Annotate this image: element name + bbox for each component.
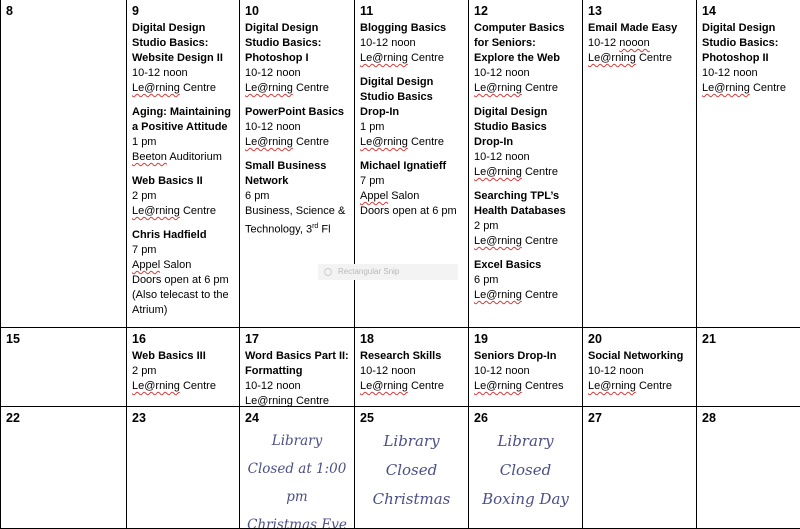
library-closed-note: [469, 427, 582, 514]
event-detail: Le@rning Centre: [474, 166, 558, 178]
event: [132, 349, 234, 394]
day-number: 15: [6, 332, 20, 346]
event-detail: Le@rning Centre: [360, 52, 444, 64]
event: [474, 349, 577, 394]
event-title: Social Networking: [588, 350, 684, 362]
closed-note-line: Closed: [385, 461, 438, 479]
event: [245, 349, 349, 407]
closed-note-line: Boxing Day: [482, 490, 569, 508]
closed-note-line: Closed at 1:00 pm: [247, 461, 347, 505]
day-cell-18: [355, 328, 469, 407]
event-detail: 10-12 noon: [360, 37, 416, 49]
event: [245, 21, 349, 96]
day-number: 11: [360, 4, 374, 18]
event: [360, 159, 463, 219]
event: [474, 189, 577, 249]
event: [360, 349, 463, 394]
event-detail: Le@rning Centre: [360, 380, 444, 392]
day-cell-25: [355, 407, 469, 529]
day-cell-16: [127, 328, 240, 407]
event-title: Digital Design Studio Basics Drop-In: [474, 106, 548, 148]
day-cell-26: [469, 407, 583, 529]
event-title: Digital Design Studio Basics: Photoshop I: [245, 22, 322, 64]
day-number: 12: [474, 4, 488, 18]
day-number: 19: [474, 332, 488, 346]
event-title: PowerPoint Basics: [245, 106, 345, 118]
event-detail: 10-12 noon: [245, 121, 301, 133]
event-detail: Le@rning Centre: [588, 380, 672, 392]
closed-note-line: Christmas Eve: [247, 517, 347, 529]
day-number: 21: [702, 332, 716, 346]
event-detail: Le@rning Centre: [245, 136, 329, 148]
day-number: 14: [702, 4, 716, 18]
event-detail: 2 pm: [132, 190, 157, 202]
day-cell-27: [583, 407, 697, 529]
day-cell-24: [240, 407, 355, 529]
day-cell-20: [583, 328, 697, 407]
day-number: 23: [132, 411, 146, 425]
day-cell-17: [240, 328, 355, 407]
day-number: 24: [245, 411, 259, 425]
library-closed-note: [240, 427, 354, 529]
event: [474, 105, 577, 180]
event-title: Research Skills: [360, 350, 442, 362]
event-detail: 1 pm: [132, 136, 157, 148]
event-detail: 7 pm: [360, 175, 385, 187]
event-detail: Le@rning Centre: [474, 289, 558, 301]
event: [132, 105, 234, 165]
day-number: 22: [6, 411, 20, 425]
snip-overlay: [318, 264, 458, 280]
day-number: 28: [702, 411, 716, 425]
day-number: 16: [132, 332, 146, 346]
event-detail: Le@rning Centres: [474, 380, 564, 392]
event-title: Chris Hadfield: [132, 229, 207, 241]
day-number: 8: [6, 4, 13, 18]
event-detail: Appel Salon: [132, 259, 192, 271]
event-title: Searching TPL’s Health Databases: [474, 190, 566, 217]
event-title: Email Made Easy: [588, 22, 678, 34]
day-cell-23: [127, 407, 240, 529]
day-number: 18: [360, 332, 374, 346]
event-detail: 10-12 noon: [474, 151, 530, 163]
day-number: 26: [474, 411, 488, 425]
event: [245, 105, 349, 150]
library-closed-note: [355, 427, 468, 514]
event-detail: Le@rning Centre: [132, 205, 216, 217]
event-detail: 7 pm: [132, 244, 157, 256]
event-title: Aging: Maintaining a Positive Attitude: [132, 106, 231, 133]
event-title: Digital Design Studio Basics: Website Design II: [132, 22, 223, 64]
snip-icon: [324, 268, 332, 276]
event-title: Blogging Basics: [360, 22, 447, 34]
event-detail: 10-12 noon: [245, 67, 301, 79]
event: [245, 159, 349, 238]
event-detail: 10-12 noon: [474, 365, 530, 377]
event: [132, 21, 234, 96]
closed-note-line: Library: [271, 433, 323, 449]
closed-note-line: Library: [383, 432, 440, 450]
event-title: Excel Basics: [474, 259, 542, 271]
event-title: Word Basics Part II: Formatting: [245, 350, 349, 377]
day-cell-19: [469, 328, 583, 407]
event-detail: Le@rning Centre: [132, 82, 216, 94]
day-number: 17: [245, 332, 259, 346]
event-detail: 10-12 noon: [702, 67, 758, 79]
event-detail: 10-12 noon: [360, 365, 416, 377]
event: [474, 21, 577, 96]
event-detail: Le@rning Centre: [702, 82, 786, 94]
closed-note-line: Library: [497, 432, 554, 450]
event-title: Web Basics II: [132, 175, 203, 187]
event-detail: Le@rning Centre: [474, 235, 558, 247]
event-title: Seniors Drop-In: [474, 350, 557, 362]
event-detail: Beeton Auditorium: [132, 151, 222, 163]
event-title: Digital Design Studio Basics Drop-In: [360, 76, 434, 118]
event-title: Small Business Network: [245, 160, 327, 187]
closed-note-line: Closed: [499, 461, 552, 479]
day-number: 13: [588, 4, 602, 18]
event: [132, 228, 234, 318]
event-detail: 10-12 nooon: [588, 37, 650, 49]
event-detail: Le@rning Centre: [245, 82, 329, 94]
event-detail: 10-12 noon: [474, 67, 530, 79]
day-cell-9: [127, 0, 240, 328]
day-cell-15: [1, 328, 127, 407]
event-detail: 1 pm: [360, 121, 385, 133]
event-title: Digital Design Studio Basics: Photoshop II: [702, 22, 779, 64]
event: [474, 258, 577, 303]
day-number: 10: [245, 4, 259, 18]
event-detail: Doors open at 6 pm: [360, 205, 457, 217]
event: [588, 349, 691, 394]
event-detail: 2 pm: [132, 365, 157, 377]
event-title: Web Basics III: [132, 350, 206, 362]
event: [588, 21, 691, 66]
day-number: 25: [360, 411, 374, 425]
day-number: 9: [132, 4, 139, 18]
day-cell-22: [1, 407, 127, 529]
event-detail: 10-12 noon: [132, 67, 188, 79]
event-detail: Business, Science & Technology, 3rd Fl: [245, 205, 346, 236]
event-detail: Le@rning Centre: [245, 395, 329, 407]
day-cell-8: [1, 0, 127, 328]
event-detail: Le@rning Centre: [474, 82, 558, 94]
event-detail: 2 pm: [474, 220, 499, 232]
event-detail: 10-12 noon: [588, 365, 644, 377]
event-detail: Doors open at 6 pm: [132, 274, 229, 286]
day-cell-28: [697, 407, 800, 529]
day-cell-12: [469, 0, 583, 328]
day-number: 20: [588, 332, 602, 346]
day-cell-14: [697, 0, 800, 328]
event-detail: Le@rning Centre: [588, 52, 672, 64]
day-cell-13: [583, 0, 697, 328]
event: [702, 21, 795, 96]
day-cell-21: [697, 328, 800, 407]
event-detail: Le@rning Centre: [360, 136, 444, 148]
closed-note-line: Christmas: [372, 490, 451, 508]
event-detail: 6 pm: [474, 274, 499, 286]
event-detail: 10-12 noon: [245, 380, 301, 392]
event: [360, 75, 463, 150]
day-number: 27: [588, 411, 602, 425]
event-detail: Appel Salon: [360, 190, 420, 202]
event: [132, 174, 234, 219]
event-detail: 6 pm: [245, 190, 270, 202]
event: [360, 21, 463, 66]
event-title: Michael Ignatieff: [360, 160, 447, 172]
event-title: Computer Basics for Seniors: Explore the Web: [474, 22, 565, 64]
snip-overlay-label: Rectangular Snip: [338, 267, 400, 276]
event-detail: Le@rning Centre: [132, 380, 216, 392]
event-detail: (Also telecast to the Atrium): [132, 289, 229, 316]
